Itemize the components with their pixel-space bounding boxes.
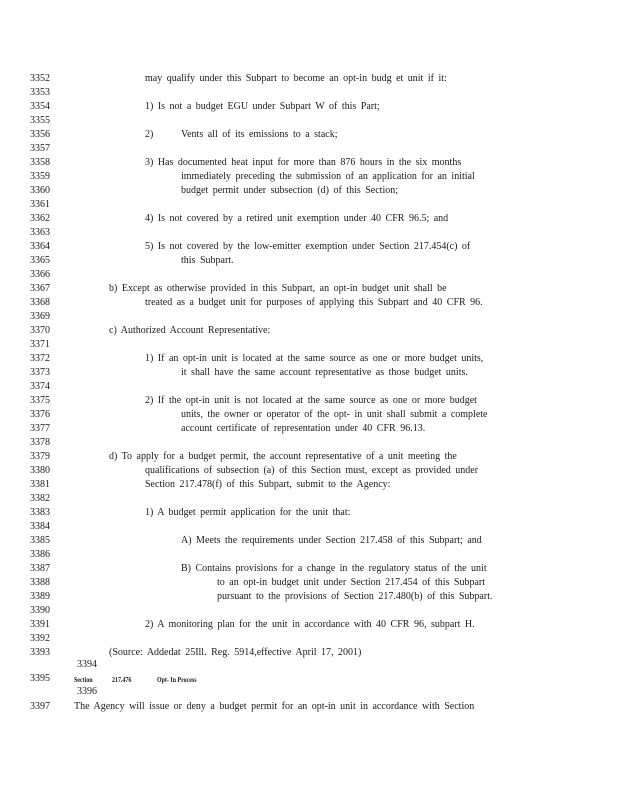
line-number: 3358 — [30, 157, 50, 168]
line-number: 3357 — [30, 143, 50, 154]
text-line: 1) Is not a budget EGU under Subpart W of this Part; — [145, 101, 380, 112]
line-number: 3380 — [30, 465, 50, 476]
line-number: 3391 — [30, 619, 50, 630]
text-line: qualifications of subsection (a) of this Section must, except as provided under — [145, 465, 479, 476]
text-line: Section 217.478(f) of this Subpart, submit to the Agency: — [145, 479, 391, 490]
line-number: 3384 — [30, 521, 50, 532]
text-line: B) Contains provisions for a change in the regulatory status of the unit — [181, 563, 487, 574]
text-line: account certificate of representation under 40 CFR 96.13. — [181, 423, 426, 434]
text-line: 5) Is not covered by the low-emitter exemption under Section 217.454(c) of — [145, 241, 471, 252]
line-number: 3361 — [30, 199, 50, 210]
line-number: 3367 — [30, 283, 50, 294]
text-line: this Subpart. — [181, 255, 234, 266]
text-line: treated as a budget unit for purposes of applying this Subpart and 40 CFR 96. — [145, 297, 483, 308]
line-number: 3368 — [30, 297, 50, 308]
line-number: 3362 — [30, 213, 50, 224]
source-note: (Source: Addedat 25Ill. Reg. 5914,effective April 17, 2001) — [109, 647, 362, 658]
line-number: 3397 — [30, 701, 50, 712]
text-line: it shall have the same account representative as those budget units. — [181, 367, 468, 378]
section-label: Section — [74, 676, 93, 684]
line-number: 3363 — [30, 227, 50, 238]
text-line: may qualify under this Subpart to become an opt-in budg et unit if it: — [145, 73, 447, 84]
line-number: 3379 — [30, 451, 50, 462]
line-number: 3376 — [30, 409, 50, 420]
line-number: 3388 — [30, 577, 50, 588]
line-number: 3352 — [30, 73, 50, 84]
section-title: Opt- In Process — [157, 676, 197, 684]
text-line: 1) A budget permit application for the unit that: — [145, 507, 351, 518]
line-number: 3369 — [30, 311, 50, 322]
text-line: 2) If the opt-in unit is not located at the same source as one or more budget — [145, 395, 477, 406]
text-line: budget permit under subsection (d) of this Section; — [181, 185, 399, 196]
text-line: d) To apply for a budget permit, the account representative of a unit meeting the — [109, 451, 457, 462]
line-number: 3359 — [30, 171, 50, 182]
line-number: 3365 — [30, 255, 50, 266]
text-line: 2) — [145, 129, 154, 140]
text-line: pursuant to the provisions of Section 217.480(b) of this Subpart. — [217, 591, 493, 602]
line-number: 3393 — [30, 647, 50, 658]
line-number: 3394 — [77, 659, 97, 670]
line-number: 3375 — [30, 395, 50, 406]
line-number: 3355 — [30, 115, 50, 126]
text-line: c) Authorized Account Representative: — [109, 325, 271, 336]
line-number: 3389 — [30, 591, 50, 602]
text-line: units, the owner or operator of the opt- in unit shall submit a complete — [181, 409, 488, 420]
line-number: 3377 — [30, 423, 50, 434]
line-number: 3353 — [30, 87, 50, 98]
line-number: 3366 — [30, 269, 50, 280]
line-number: 3374 — [30, 381, 50, 392]
line-number: 3390 — [30, 605, 50, 616]
line-number: 3387 — [30, 563, 50, 574]
section-number: 217.476 — [112, 676, 132, 684]
line-number: 3381 — [30, 479, 50, 490]
line-number: 3386 — [30, 549, 50, 560]
text-line: A) Meets the requirements under Section 217.458 of this Subpart; and — [181, 535, 482, 546]
text-line: 2) A monitoring plan for the unit in accordance with 40 CFR 96, subpart H. — [145, 619, 475, 630]
line-number: 3364 — [30, 241, 50, 252]
text-line: immediately preceding the submission of an application for an initial — [181, 171, 475, 182]
text-line: 1) If an opt-in unit is located at the same source as one or more budget units, — [145, 353, 484, 364]
text-line: b) Except as otherwise provided in this Subpart, an opt-in budget unit shall be — [109, 283, 447, 294]
line-number: 3396 — [77, 686, 97, 697]
text-line: 3) Has documented heat input for more than 876 hours in the six months — [145, 157, 462, 168]
line-number: 3370 — [30, 325, 50, 336]
line-number: 3382 — [30, 493, 50, 504]
line-number: 3360 — [30, 185, 50, 196]
line-number: 3378 — [30, 437, 50, 448]
line-number: 3385 — [30, 535, 50, 546]
line-number: 3356 — [30, 129, 50, 140]
text-line: 4) Is not covered by a retired unit exemption under 40 CFR 96.5; and — [145, 213, 449, 224]
text-line: to an opt-in budget unit under Section 217.454 of this Subpart — [217, 577, 486, 588]
line-number: 3354 — [30, 101, 50, 112]
text-line: The Agency will issue or deny a budget permit for an opt-in unit in accordance with Section — [74, 701, 475, 712]
line-number: 3383 — [30, 507, 50, 518]
line-number: 3392 — [30, 633, 50, 644]
line-number: 3371 — [30, 339, 50, 350]
line-number: 3395 — [30, 673, 50, 684]
line-number: 3372 — [30, 353, 50, 364]
text-line: Vents all of its emissions to a stack; — [181, 129, 338, 140]
line-number: 3373 — [30, 367, 50, 378]
